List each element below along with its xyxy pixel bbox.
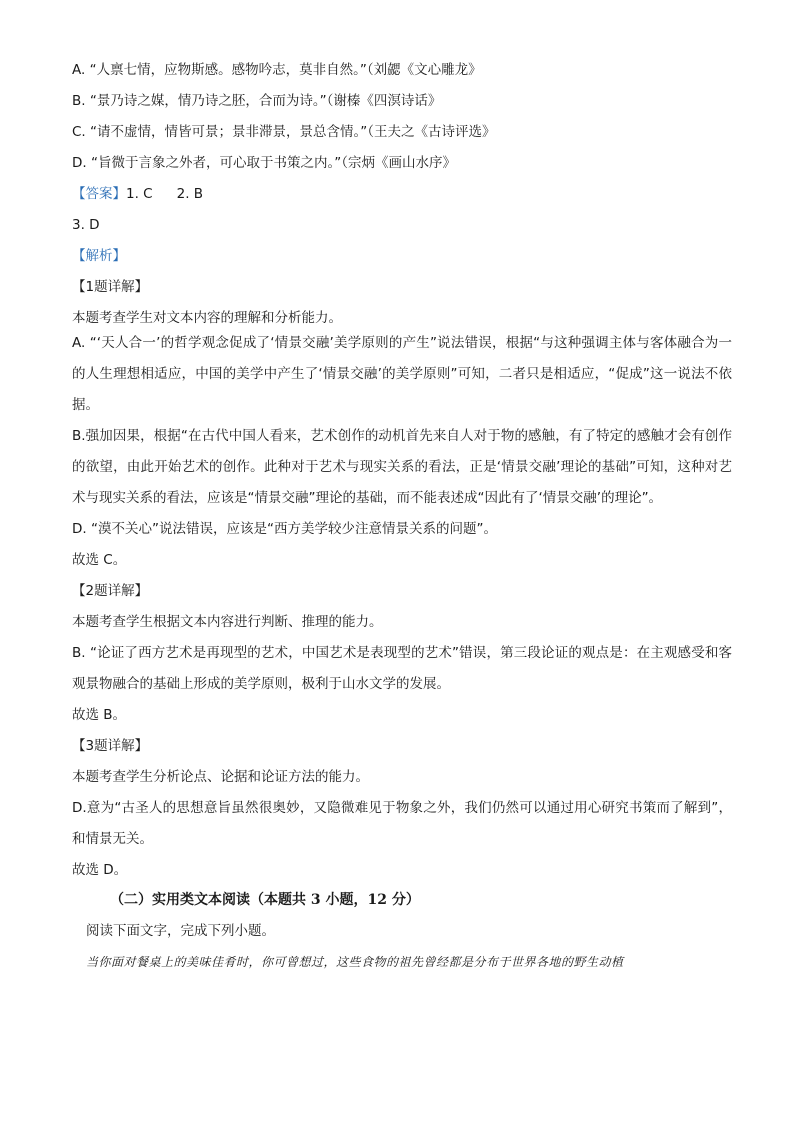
- option-a: A. “人禀七情，应物斯感。感物吟志，莫非自然。”（刘勰《文心雕龙》: [72, 62, 482, 78]
- answer-2: 2. B: [176, 186, 204, 202]
- answer-line: [72, 184, 732, 204]
- q1-option-b-analysis: B.强加因果，根据“在古代中国人看来，艺术创作的动机首先来自人对于物的感触，有了特定的感触才会有创作的欲望，由此开始艺术的创作。此种对于艺术与现实关系的看法，正是‘情景交融’理论的基础”可知，这种对艺术与现实关系的看法，应该是“情景交融”理论的基础，而不能表述成“因此有了‘情景交融’的理论”。: [72, 428, 732, 506]
- q3-option-d-analysis: D.意为“古圣人的思想意旨虽然很奥妙，又隐微难见于物象之外，我们仍然可以通过用心研究书策而了解到”，和情景无关。: [72, 800, 732, 847]
- q1-heading: 【1题详解】: [72, 279, 149, 295]
- section-2-instruction: 阅读下面文字，完成下列小题。: [86, 923, 275, 939]
- document-page: [72, 60, 732, 972]
- q2-conclusion: 故选 B。: [72, 707, 127, 723]
- answer-1: 1. C: [126, 186, 153, 202]
- answer-tag: 【答案】: [72, 186, 126, 202]
- option-c: C. “请不虚情，情皆可景；景非滞景，景总含情。”（王夫之《古诗评选》: [72, 124, 496, 140]
- q1-conclusion: 故选 C。: [72, 552, 127, 568]
- q3-conclusion: 故选 D。: [72, 862, 128, 878]
- q3-heading: 【3题详解】: [72, 738, 149, 754]
- q2-heading: 【2题详解】: [72, 583, 149, 599]
- q3-intro: 本题考查学生分析论点、论据和论证方法的能力。: [72, 769, 369, 785]
- analysis-tag: 【解析】: [72, 248, 126, 264]
- q1-intro: 本题考查学生对文本内容的理解和分析能力。: [72, 310, 342, 326]
- option-d: D. “旨微于言象之外者，可心取于书策之内。”（宗炳《画山水序》: [72, 155, 456, 171]
- option-b: B. “景乃诗之媒，情乃诗之胚，合而为诗。”（谢榛《四溟诗话》: [72, 93, 442, 109]
- q2-intro: 本题考查学生根据文本内容进行判断、推理的能力。: [72, 614, 383, 630]
- section-2-passage: 当你面对餐桌上的美味佳肴时，你可曾想过，这些食物的祖先曾经都是分布于世界各地的野生动植: [86, 955, 624, 969]
- q2-option-b-analysis: B. “论证了西方艺术是再现型的艺术，中国艺术是表现型的艺术”错误，第三段论证的观点是：在主观感受和客观景物融合的基础上形成的美学原则，极利于山水文学的发展。: [72, 645, 732, 692]
- answer-3: 3. D: [72, 217, 100, 233]
- q1-option-a-analysis: A. “‘天人合一’的哲学观念促成了‘情景交融’美学原则的产生”说法错误，根据“与这种强调主体与客体融合为一的人生理想相适应，中国的美学中产生了‘情景交融’的美学原则”可知，二者只是相适应，“促成”这一说法不依据。: [72, 335, 732, 413]
- section-2-title: （二）实用类文本阅读（本题共 3 小题，12 分）: [110, 892, 420, 908]
- q1-option-d-analysis: D. “漠不关心”说法错误，应该是“西方美学较少注意情景关系的问题”。: [72, 521, 497, 537]
